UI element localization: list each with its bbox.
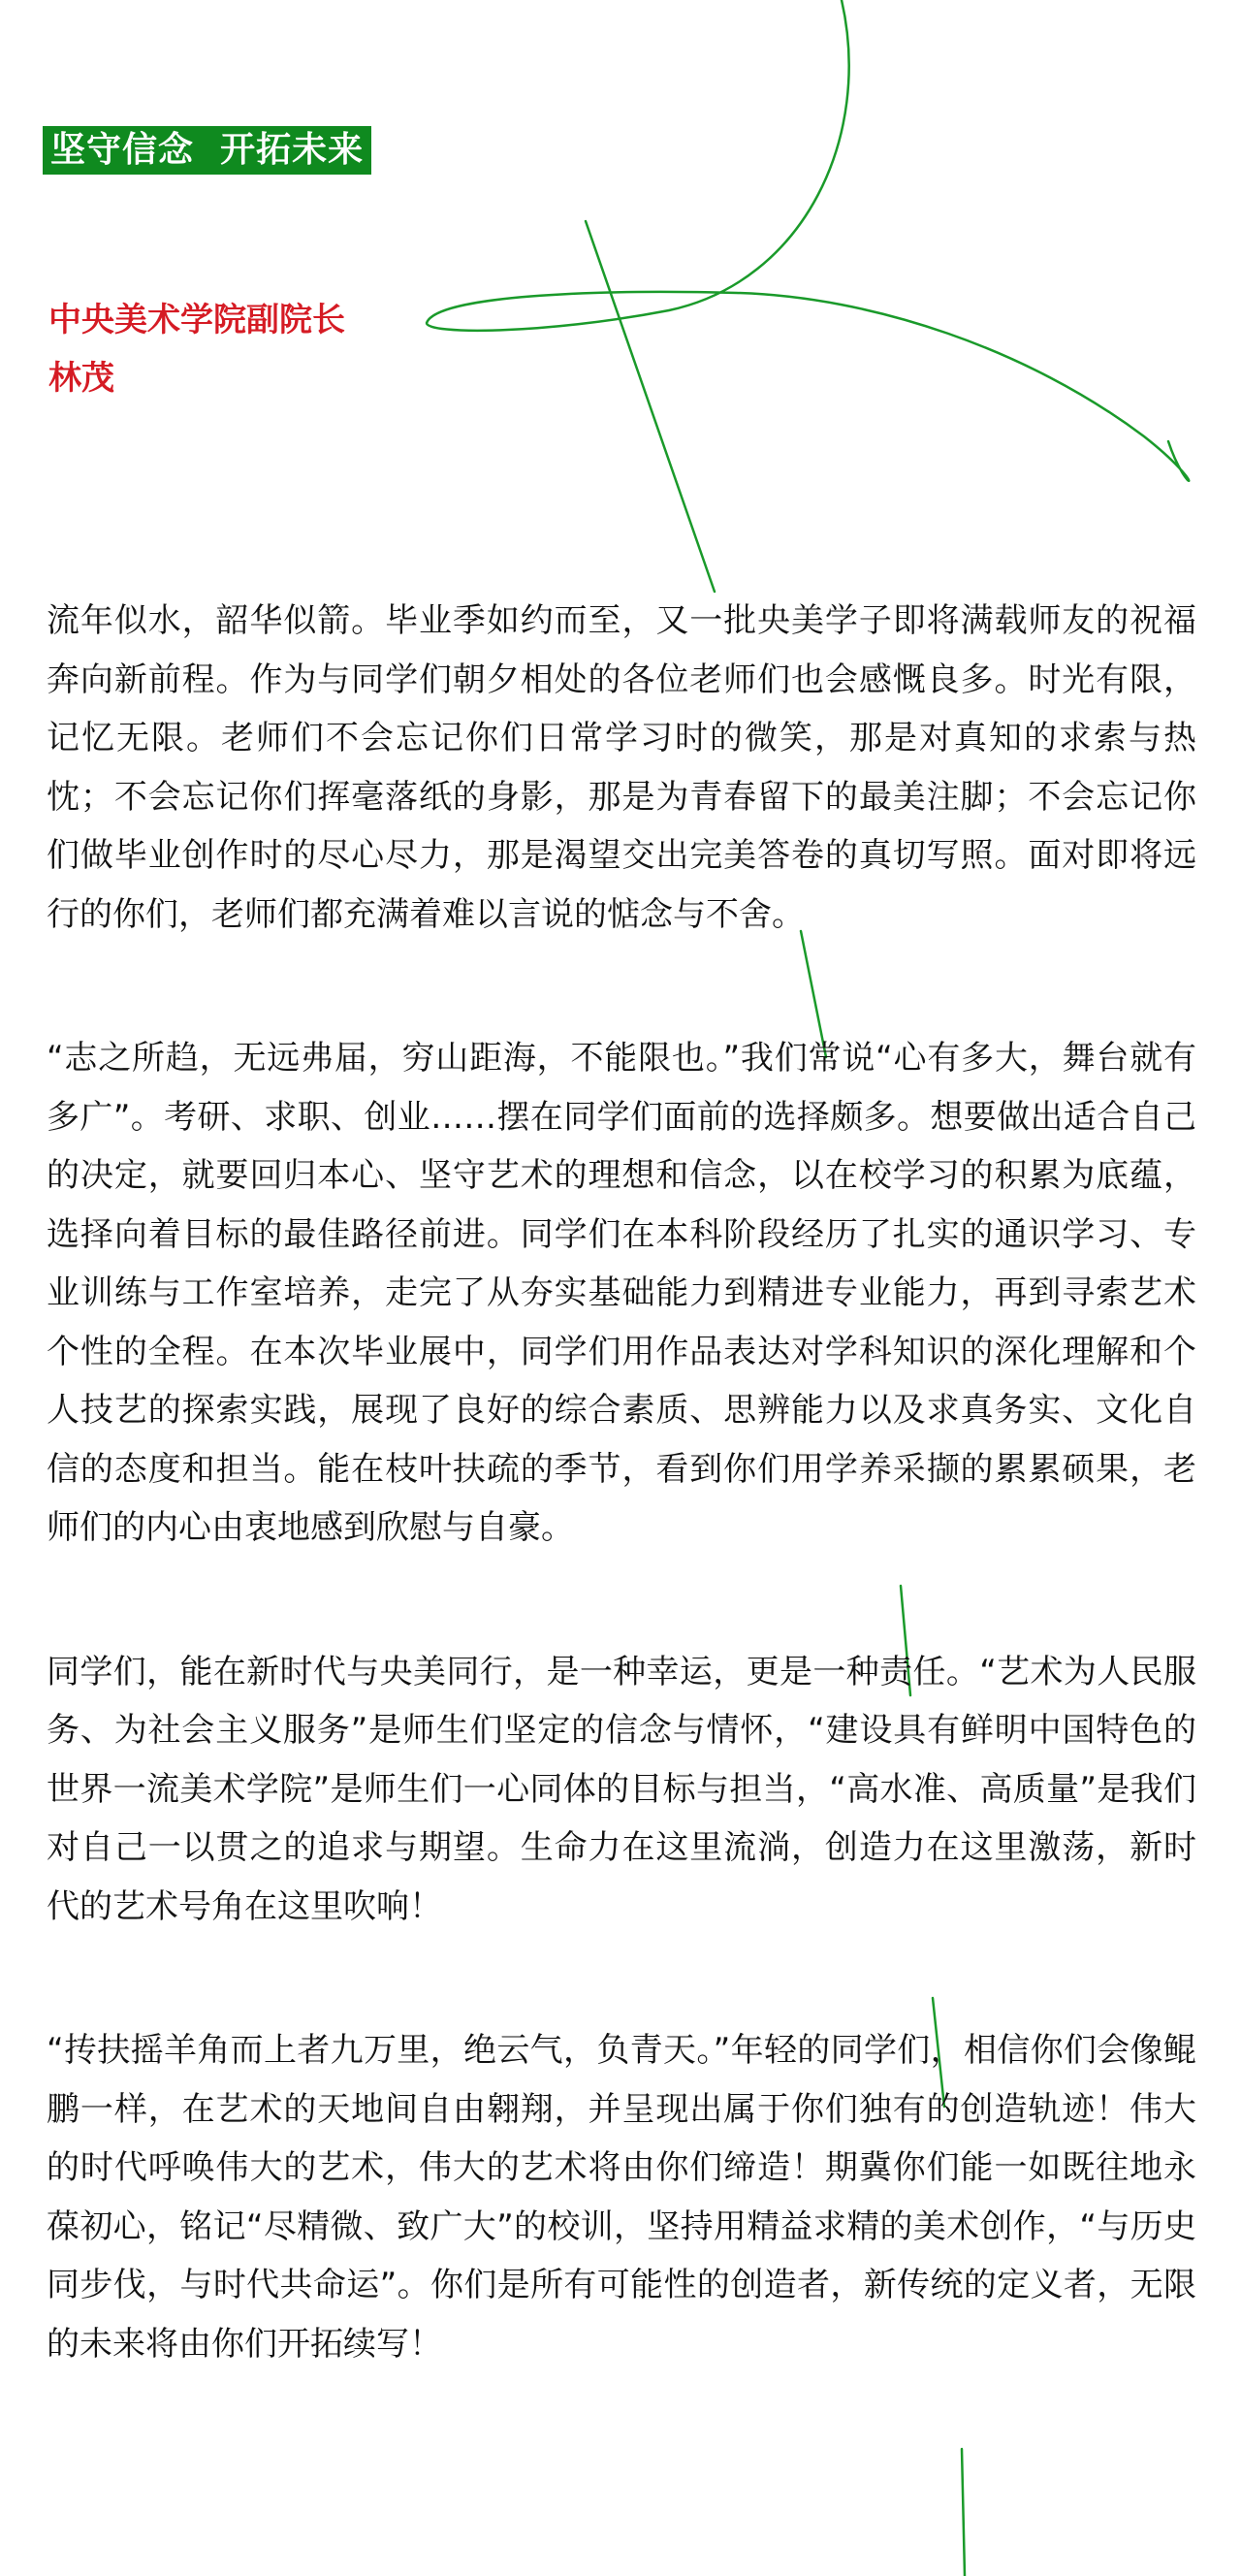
deco-segment-4 [962,2449,965,2576]
article-title-tag: 坚守信念 开拓未来 [43,126,371,175]
deco-top-curve [427,0,1189,481]
paragraph-2: “志之所趋，无远弗届，穷山距海，不能限也。”我们常说“心有多大，舞台就有多广”。考研、求职、创业……摆在同学们面前的选择颇多。想要做出适合自己的决定，就要回归本心、坚守艺术的理想和信念，以在校学习的积累为底蕴，选择向着目标的最佳路径前进。同学们在本科阶段经历了扎实的通识学习、专业训练与工作室培养，走完了从夯实基础能力到精进专业能力，再到寻索艺术个性的全程。在本次毕业展中，同学们用作品表达对学科知识的深化理解和个人技艺的探索实践，展现了良好的综合素质、思辨能力以及求真务实、文化自信的态度和担当。能在枝叶扶疏的季节，看到你们用学养采撷的累累硕果，老师们的内心由衷地感到欣慰与自豪。 [47,1039,1196,1547]
deco-diagonal-line [586,221,715,592]
author-block [48,291,345,407]
paragraph-4: “抟扶摇羊角而上者九万里，绝云气，负青天。”年轻的同学们，相信你们会像鲲鹏一样，在艺术的天地间自由翱翔，并呈现出属于你们独有的创造轨迹！伟大的时代呼唤伟大的艺术，伟大的艺术将由你们缔造！期冀你们能一如既往地永葆初心，铭记“尽精微、致广大”的校训，坚持用精益求精的美术创作，“与历史同步伐，与时代共命运”。你们是所有可能性的创造者，新传统的定义者，无限的未来将由你们开拓续写！ [47,2031,1196,2364]
author-position: 中央美术学院副院长 [48,301,345,339]
paragraph-3: 同学们，能在新时代与央美同行，是一种幸运，更是一种责任。“艺术为人民服务、为社会主义服务”是师生们坚定的信念与情怀，“建设具有鲜明中国特色的世界一流美术学院”是师生们一心同体的目标与担当，“高水准、高质量”是我们对自己一以贯之的追求与期望。生命力在这里流淌，创造力在这里激荡，新时代的艺术号角在这里吹响！ [47,1652,1196,1926]
author-name: 林茂 [48,359,114,398]
paragraph-1: 流年似水，韶华似箭。毕业季如约而至，又一批央美学子即将满载师友的祝福奔向新前程。作为与同学们朝夕相处的各位老师们也会感慨良多。时光有限，记忆无限。老师们不会忘记你们日常学习时的微笑，那是对真知的求索与热忱；不会忘记你们挥毫落纸的身影，那是为青春留下的最美注脚；不会忘记你们做毕业创作时的尽心尽力，那是渴望交出完美答卷的真切写照。面对即将远行的你们，老师们都充满着难以言说的惦念与不舍。 [47,601,1196,934]
article-body [47,592,1196,2459]
